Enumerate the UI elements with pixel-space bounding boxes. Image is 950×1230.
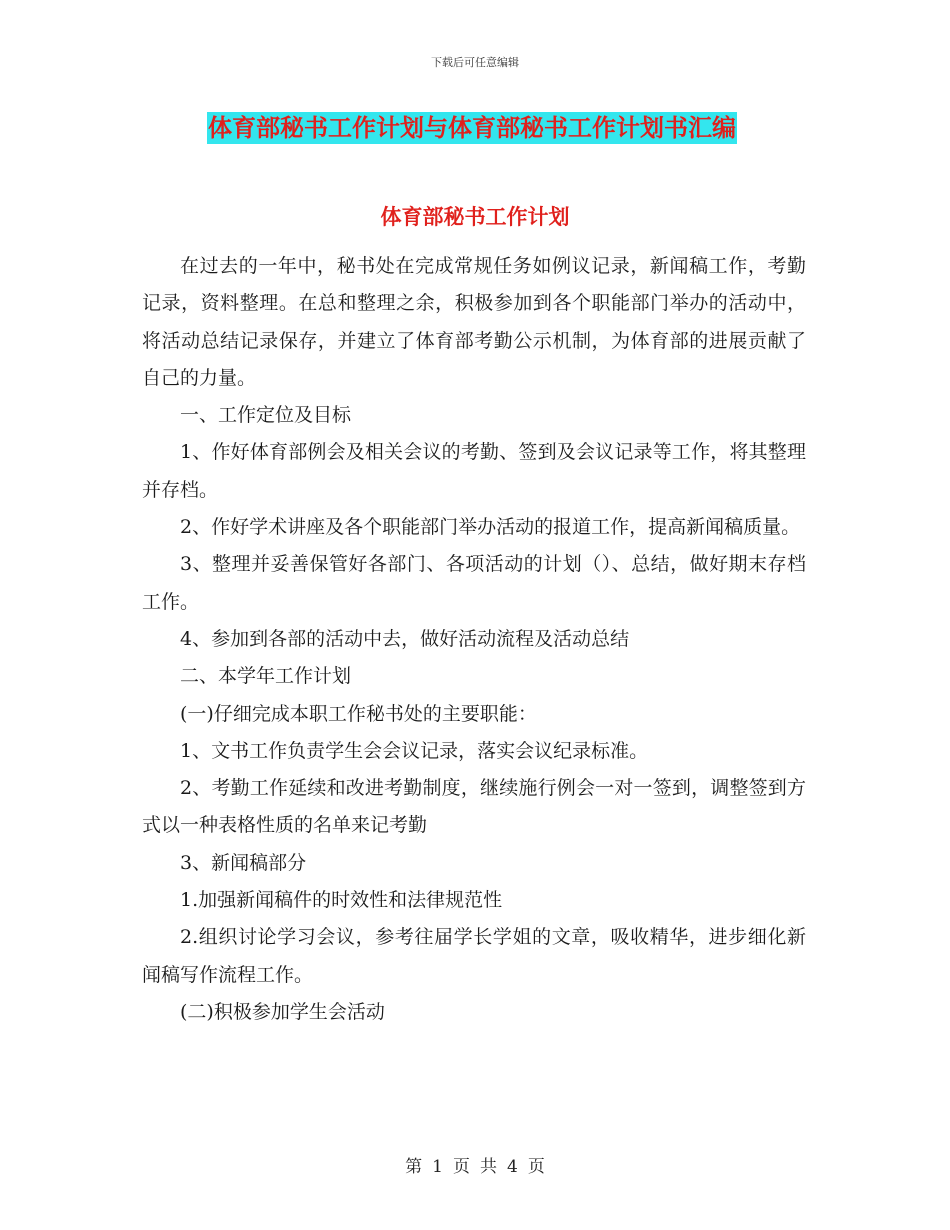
footer-label-page: 页 (453, 1157, 470, 1177)
paragraph: 4、参加到各部的活动中去，做好活动流程及活动总结 (180, 627, 630, 650)
paragraph: 3、新闻稿部分 (180, 851, 307, 874)
main-title-container (207, 112, 737, 144)
paragraph: 3、整理并妥善保管好各部门、各项活动的计划（）、总结，做好期末存档工作。 (142, 553, 806, 613)
footer-label-total: 共 (480, 1157, 497, 1177)
paragraph: 在过去的一年中，秘书处在完成常规任务如例议记录，新闻稿工作，考勤记录，资料整理。在总和整理之余，积极参加到各个职能部门举办的活动中，将活动总结记录保存，并建立了体育部考勤公示机制，为体育部的进展贡献了自己的力量。 (142, 255, 806, 389)
page-total: 4 (507, 1157, 518, 1177)
page-current: 1 (432, 1157, 443, 1177)
footer-label-suffix: 页 (527, 1157, 545, 1177)
footer-label-prefix: 第 (405, 1157, 423, 1177)
main-title: 体育部秘书工作计划与体育部秘书工作计划书汇编 (208, 114, 736, 142)
paragraph: 1、作好体育部例会及相关会议的考勤、签到及会议记录等工作，将其整理并存档。 (142, 441, 806, 501)
paragraph: 2、考勤工作延续和改进考勤制度，继续施行例会一对一签到，调整签到方式以一种表格性质的名单来记考勤 (142, 777, 806, 837)
page-footer (0, 1152, 950, 1177)
document-body (142, 248, 806, 1031)
paragraph: 1、文书工作负责学生会会议记录，落实会议纪录标准。 (180, 739, 649, 762)
paragraph: 2.组织讨论学习会议，参考往届学长学姐的文章，吸收精华，进步细化新闻稿写作流程工作。 (142, 926, 806, 986)
paragraph: 2、作好学术讲座及各个职能部门举办活动的报道工作，提高新闻稿质量。 (180, 516, 801, 539)
paragraph: 1.加强新闻稿件的时效性和法律规范性 (180, 889, 503, 912)
paragraph: 一、工作定位及目标 (180, 404, 352, 427)
header-note: 下载后可任意编辑 (431, 56, 519, 69)
paragraph: (一)仔细完成本职工作秘书处的主要职能： (180, 702, 537, 725)
section-title: 体育部秘书工作计划 (380, 205, 570, 229)
paragraph: (二)积极参加学生会活动 (180, 1000, 385, 1023)
paragraph: 二、本学年工作计划 (180, 665, 352, 688)
